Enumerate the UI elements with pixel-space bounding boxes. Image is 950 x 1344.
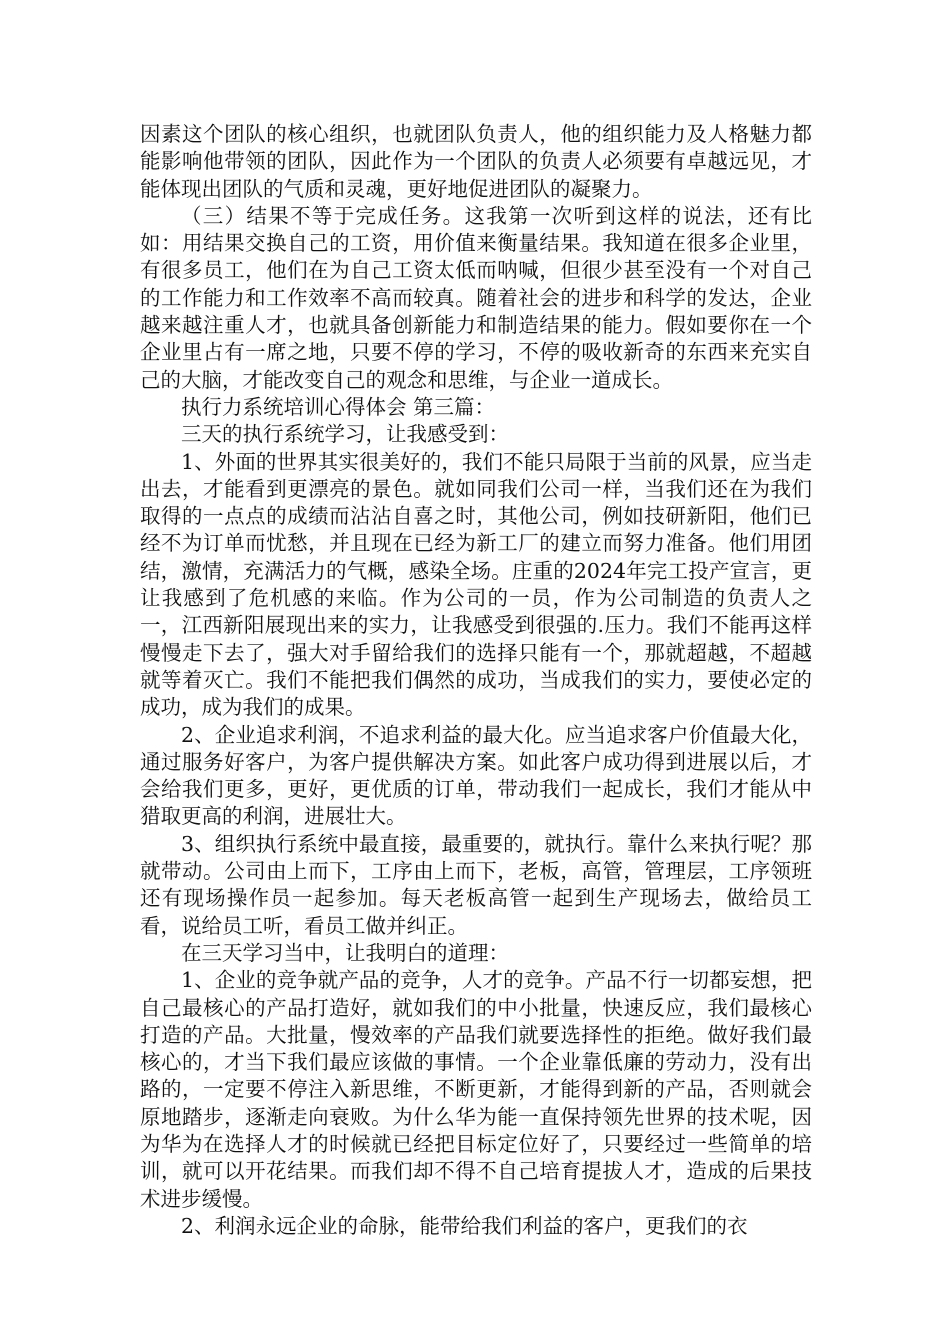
paragraph-point-3-execution: 3、组织执行系统中最直接，最重要的，就执行。靠什么来执行呢？那就带动。公司由上而下，工序由上而下，老板，高管，管理层，工序领班还有现场操作员一起参加。每天老板高管一起到生产现场去，做给员工看，说给员工听，看员工做并纠正。 <box>140 831 812 938</box>
paragraph-result-not-task: （三）结果不等于完成任务。这我第一次听到这样的说法，还有比如：用结果交换自己的工资，用价值来衡量结果。我知道在很多企业里，有很多员工，他们在为自己工资太低而呐喊，但很少甚至没有一个对自己的工作能力和工作效率不高而较真。随着社会的进步和科学的发达，企业越来越注重人才，也就具备创新能力和制造结果的能力。假如要你在一个企业里占有一席之地，只要不停的学习，不停的吸收新奇的东西来充实自己的大脑，才能改变自己的观念和思维，与企业一道成长。 <box>140 203 812 392</box>
paragraph-team-leader: 因素这个团队的核心组织，也就团队负责人，他的组织能力及人格魅力都能影响他带领的团队，因此作为一个团队的负责人必须要有卓越远见，才能体现出团队的气质和灵魂，更好地促进团队的凝聚力。 <box>140 122 812 201</box>
paragraph-lesson-1-competition: 1、企业的竞争就产品的竞争，人才的竞争。产品不行一切都妄想，把自己最核心的产品打造好，就如我们的中小批量，快速反应，我们最核心打造的产品。大批量，慢效率的产品我们就要选择性的拒绝。做好我们最核心的，才当下我们最应该做的事情。一个企业靠低廉的劳动力，没有出路的，一定要不停注入新思维，不断更新，才能得到新的产品，否则就会原地踏步，逐渐走向衰败。为什么华为能一直保持领先世界的技术呢，因为华为在选择人才的时候就已经把目标定位好了，只要经过一些简单的培训，就可以开花结果。而我们却不得不自己培育提拔人才，造成的后果技术进步缓慢。 <box>140 968 812 1211</box>
document-page <box>140 121 812 1240</box>
paragraph-three-days-feeling: 三天的执行系统学习，让我感受到： <box>181 422 509 447</box>
paragraph-point-1-outside-world: 1、外面的世界其实很美好的，我们不能只局限于当前的风景，应当走出去，才能看到更漂亮的景色。就如同我们公司一样，当我们还在为我们取得的一点点的成绩而沾沾自喜之时，其他公司，例如技研新阳，他们已经不为订单而忧愁，并且现在已经为新工厂的建立而努力准备。他们用团结，激情，充满活力的气概，感染全场。庄重的2024年完工投产宣言，更让我感到了危机感的来临。作为公司的一员，作为公司制造的负责人之一，江西新阳展现出来的实力，让我感受到很强的.压力。我们不能再这样慢慢走下去了，强大对手留给我们的选择只能有一个，那就超越，不超越就等着灭亡。我们不能把我们偶然的成功，当成我们的实力，要使必定的成功，成为我们的成果。 <box>140 449 812 720</box>
paragraph-lessons-intro: 在三天学习当中，让我明白的道理： <box>181 940 509 965</box>
section-heading-third: 执行力系统培训心得体会 第三篇： <box>181 394 496 419</box>
paragraph-point-2-profit: 2、企业追求利润，不追求利益的最大化。应当追求客户价值最大化，通过服务好客户，为客户提供解决方案。如此客户成功得到进展以后，才会给我们更多，更好，更优质的订单，带动我们一起成长，我们才能从中猎取更高的利润，进展壮大。 <box>140 722 812 829</box>
paragraph-lesson-2-lifeline: 2、利润永远企业的命脉，能带给我们利益的客户，更我们的衣 <box>181 1213 748 1238</box>
